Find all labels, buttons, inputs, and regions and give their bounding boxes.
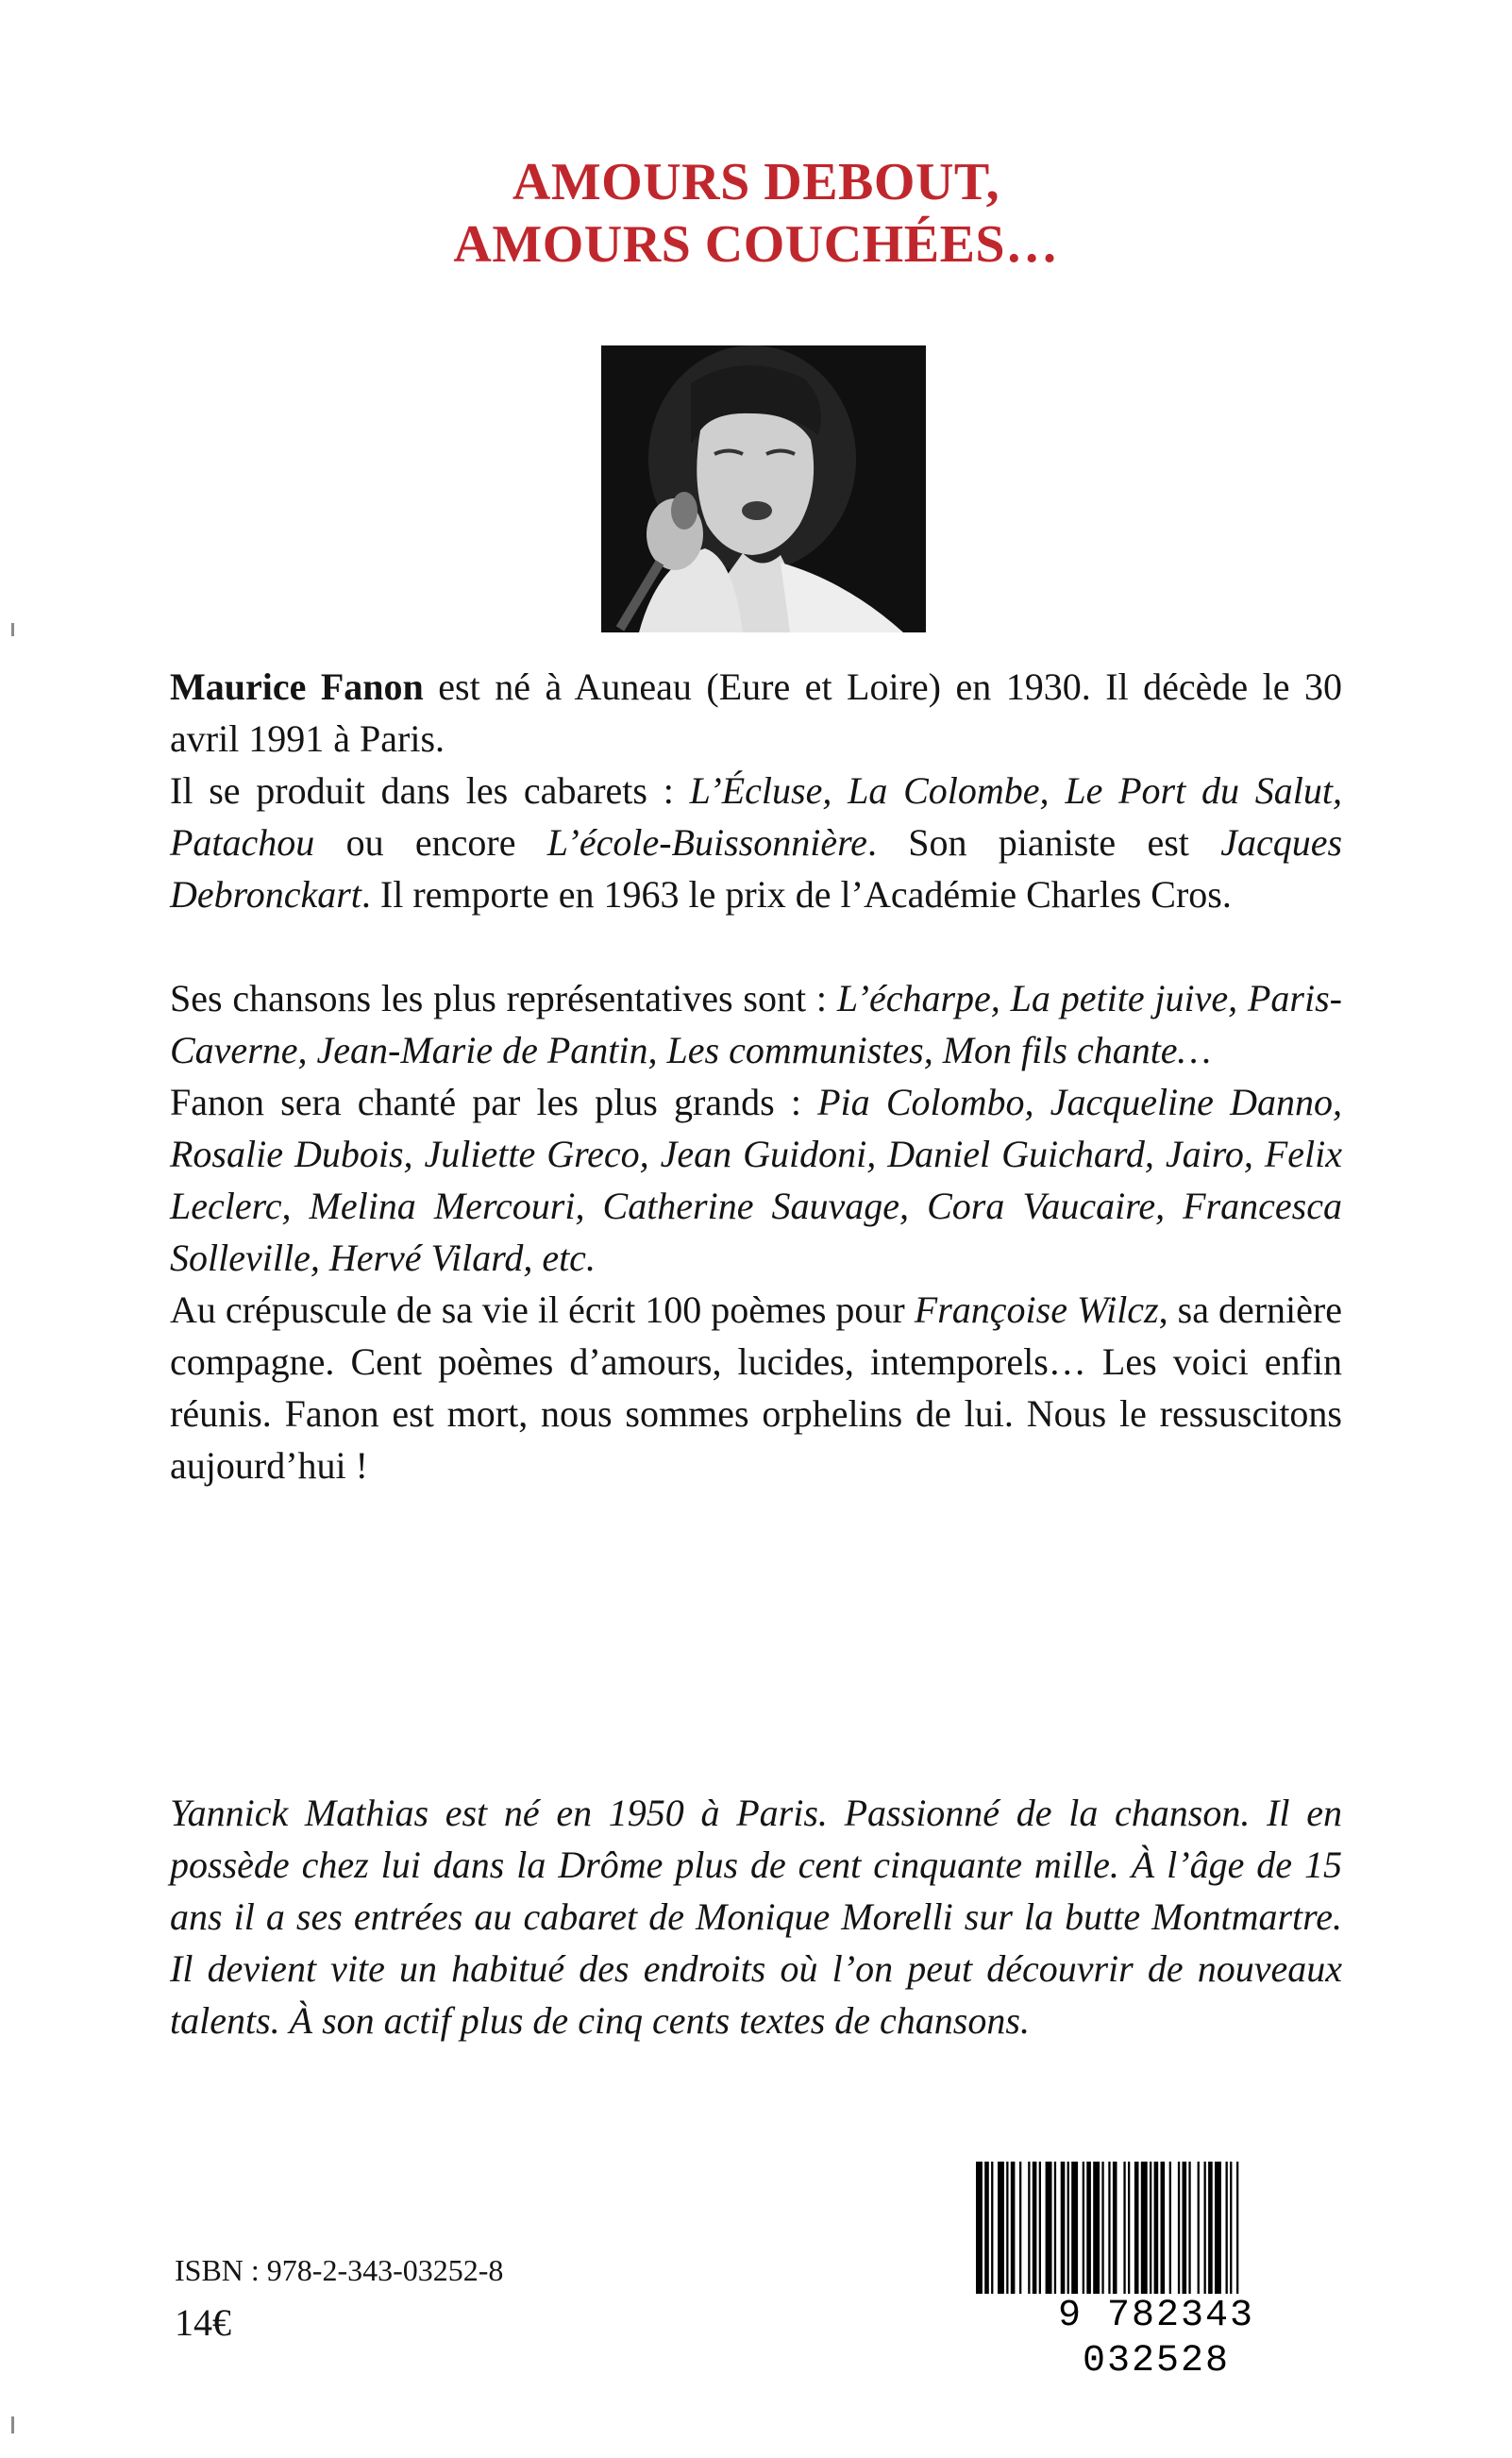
book-title — [0, 151, 1512, 276]
barcode-bar — [1028, 2162, 1030, 2294]
barcode-bar — [1204, 2162, 1206, 2294]
barcode-bar — [1226, 2162, 1228, 2294]
barcode-digits: 9 782343 032528 — [972, 2294, 1340, 2384]
paragraph-poems — [170, 1284, 1342, 1491]
barcode-bar — [1178, 2162, 1180, 2294]
barcode-bar — [1236, 2162, 1238, 2294]
fanon-biography — [170, 661, 1342, 1491]
barcode-bar — [998, 2162, 1004, 2294]
barcode-bars — [972, 2162, 1340, 2294]
barcode-bar — [1054, 2162, 1056, 2294]
barcode-bar — [976, 2162, 983, 2294]
barcode-bar — [1169, 2162, 1171, 2294]
subject-name: Maurice Fanon — [170, 665, 424, 708]
barcode-bar — [1093, 2162, 1100, 2294]
barcode-bar — [1019, 2162, 1021, 2294]
barcode-bar — [1046, 2162, 1052, 2294]
songs-list: L’écharpe, La petite juive, Paris-Caverne, Jean-Marie de Pantin, Les communistes, Mon fils chante… — [170, 977, 1342, 1071]
barcode-bar — [1154, 2162, 1159, 2294]
barcode-bar — [1083, 2162, 1084, 2294]
cabarets-intro: Il se produit dans les cabarets : — [170, 769, 690, 812]
barcode-bar — [1123, 2162, 1125, 2294]
left-edge-mark-top — [11, 623, 14, 636]
left-edge-mark-bottom — [11, 2416, 14, 2433]
barcode-bar — [1188, 2162, 1190, 2294]
poems-intro: Au crépuscule de sa vie il écrit 100 poèmes pour — [170, 1288, 915, 1331]
barcode-bar — [1071, 2162, 1078, 2294]
isbn-label: ISBN : 978-2-343-03252-8 — [175, 2253, 504, 2287]
barcode-bar — [1067, 2162, 1069, 2294]
author-photo — [601, 345, 926, 632]
barcode-bar — [1108, 2162, 1110, 2294]
barcode-bar — [1141, 2162, 1148, 2294]
barcode-bar — [1208, 2162, 1213, 2294]
price-label: 14€ — [175, 2301, 231, 2344]
paragraph-singers — [170, 1076, 1342, 1284]
cabarets-or: ou encore — [314, 821, 547, 864]
barcode-bar — [1134, 2162, 1139, 2294]
paragraph-cabarets — [170, 765, 1342, 920]
barcode-bar — [1183, 2162, 1187, 2294]
songs-intro: Ses chansons les plus représentatives sont : — [170, 977, 837, 1019]
barcode-bar — [1086, 2162, 1091, 2294]
barcode-bar — [991, 2162, 993, 2294]
barcode-bar — [1061, 2162, 1066, 2294]
barcode-bar — [1033, 2162, 1037, 2294]
companion-name: Françoise Wilcz — [914, 1288, 1159, 1331]
pianist-name: Jacques Debronckart — [170, 821, 1343, 916]
paragraph-gap — [170, 920, 1342, 972]
singer-photo-illustration — [601, 345, 926, 632]
author-bio: Yannick Mathias est né en 1950 à Paris. Passionné de la chanson. Il en possède chez lui dans la Drôme plus de cent cinquante mille. À l’âge de 15 ans il a ses entrées au cabaret de Monique Morelli sur la butte Montmartre. Il devient vite un habitué des endroits où l’on peut découvrir de nouveaux talents. À son actif plus de cinq cents textes de chansons. — [170, 1792, 1342, 2042]
book-title-line-1: AMOURS DEBOUT, — [512, 153, 1000, 211]
barcode-bar — [1101, 2162, 1103, 2294]
barcode-bar — [1198, 2162, 1200, 2294]
barcode-bar — [1215, 2162, 1221, 2294]
singers-list: Pia Colombo, Jacqueline Danno, Rosalie Dubois, Juliette Greco, Jean Guidoni, Daniel Guichard, Jairo, Felix Leclerc, Melina Mercouri, Catherine Sauvage, Cora Vaucaire, Francesca Solleville, Hervé Vilard, etc. — [170, 1081, 1342, 1279]
prize-text: . Il remporte en 1963 le prix de l’Académie Charles Cros. — [361, 873, 1232, 916]
pianist-intro: . Son pianiste est — [866, 821, 1221, 864]
cabaret-ecole: L’école-Buissonnière — [546, 821, 867, 864]
cabarets-list: L’Écluse, La Colombe, Le Port du Salut, Patachou — [170, 769, 1342, 864]
barcode-bar — [1128, 2162, 1130, 2294]
barcode-bar — [1039, 2162, 1041, 2294]
book-title-line-2: AMOURS COUCHÉES… — [453, 215, 1059, 274]
barcode-bar — [1113, 2162, 1117, 2294]
paragraph-birth — [170, 661, 1342, 765]
poems-rest: , sa dernière compagne. Cent poèmes d’amours, lucides, intemporels… Les voici enfin réunis. Fanon est mort, nous sommes orphelins de lui. Nous le ressuscitons aujourd’hui ! — [170, 1288, 1343, 1487]
barcode-bar — [1230, 2162, 1232, 2294]
paragraph-songs — [170, 972, 1342, 1076]
barcode-bar — [984, 2162, 989, 2294]
barcode-bar — [1161, 2162, 1166, 2294]
barcode-bar — [1150, 2162, 1151, 2294]
birth-text: est né à Auneau (Eure et Loire) en 1930. Il décède le 30 avril 1991 à Paris. — [170, 665, 1342, 760]
barcode-bar — [1011, 2162, 1016, 2294]
singers-intro: Fanon sera chanté par les plus grands : — [170, 1081, 818, 1123]
barcode-bar — [1006, 2162, 1008, 2294]
